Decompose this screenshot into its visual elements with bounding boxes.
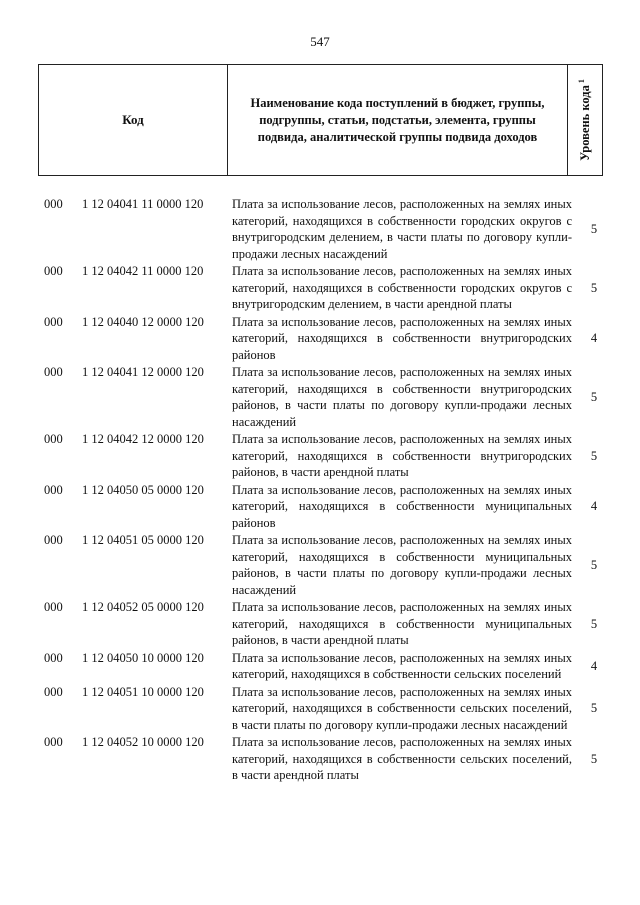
row-prefix: 000 (44, 264, 63, 278)
row-level: 5 (590, 389, 598, 404)
row-code: 1 12 04050 05 0000 120 (82, 482, 204, 497)
table-row (0, 482, 640, 532)
row-level: 5 (590, 557, 598, 572)
row-description: Плата за использование лесов, расположенных на землях иных категорий, находящихся в собственности внутригородских районов, в части арендной платы (232, 432, 572, 479)
header-level-footnote: 1 (576, 79, 586, 84)
row-prefix: 000 (44, 650, 63, 665)
table-row (0, 734, 640, 784)
table-row (0, 532, 640, 598)
row-level: 5 (590, 280, 598, 295)
row-level: 5 (590, 751, 598, 766)
header-code: Код (39, 65, 228, 175)
row-description: Плата за использование лесов, расположенных на землях иных категорий, находящихся в собственности муниципальных районов, в части арендной платы (232, 600, 572, 647)
table-row (0, 599, 640, 649)
row-code: 1 12 04041 12 0000 120 (82, 365, 204, 379)
row-description: Плата за использование лесов, расположенных на землях иных категорий, находящихся в собственности городских округов с внутригородским делением, в части арендной платы (232, 264, 572, 311)
row-code: 1 12 04041 11 0000 120 (82, 197, 204, 211)
row-prefix: 000 (44, 735, 63, 749)
row-description: Плата за использование лесов, расположенных на землях иных категорий, находящихся в собственности внутригородских районов (232, 314, 572, 362)
row-code: 1 12 04040 12 0000 120 (82, 314, 204, 329)
row-code: 1 12 04052 05 0000 120 (82, 600, 204, 614)
row-prefix: 000 (44, 365, 63, 379)
table-row (0, 650, 640, 683)
page-number: 547 (310, 34, 330, 49)
row-description: Плата за использование лесов, расположенных на землях иных категорий, находящихся в собственности внутригородских районов, в части платы по договору купли-продажи лесных насаждений (232, 365, 572, 429)
row-description: Плата за использование лесов, расположенных на землях иных категорий, находящихся в собственности сельских поселений (232, 650, 572, 681)
table-row (0, 431, 640, 481)
row-prefix: 000 (44, 600, 63, 614)
row-prefix: 000 (44, 684, 63, 699)
header-level-text (577, 79, 593, 161)
header-level-label: Уровень кода (578, 85, 593, 161)
row-level: 4 (590, 499, 598, 513)
row-description: Плата за использование лесов, расположенных на землях иных категорий, находящихся в собственности сельских поселений, в части платы по договору купли-продажи лесных насаждений (232, 684, 572, 732)
table-row (0, 364, 640, 430)
row-prefix: 000 (44, 482, 63, 497)
row-code: 1 12 04042 12 0000 120 (82, 432, 204, 446)
table-body (0, 196, 640, 785)
row-code: 1 12 04051 05 0000 120 (82, 533, 204, 547)
row-level: 5 (590, 616, 598, 631)
row-prefix: 000 (44, 432, 63, 446)
row-level: 5 (590, 448, 598, 463)
row-code: 1 12 04051 10 0000 120 (82, 684, 204, 699)
table-row (0, 314, 640, 364)
row-code: 1 12 04050 10 0000 120 (82, 650, 204, 665)
header-level (568, 65, 602, 175)
header-name: Наименование кода поступлений в бюджет, группы, подгруппы, статьи, подстатьи, элемента, группы подвида, аналитической группы подвида доходов (228, 65, 568, 175)
row-description: Плата за использование лесов, расположенных на землях иных категорий, находящихся в собственности городских округов с внутригородским делением, в части платы по договору купли-продажи лесных насаждений (232, 197, 572, 261)
table-header (38, 64, 603, 176)
table-row (0, 263, 640, 313)
row-description: Плата за использование лесов, расположенных на землях иных категорий, находящихся в собственности сельских поселений, в части арендной платы (232, 735, 572, 782)
row-level: 4 (590, 658, 598, 673)
row-level: 5 (590, 221, 598, 236)
table-row (0, 684, 640, 734)
row-code: 1 12 04052 10 0000 120 (82, 735, 204, 749)
row-prefix: 000 (44, 197, 63, 211)
row-description: Плата за использование лесов, расположенных на землях иных категорий, находящихся в собственности муниципальных районов (232, 482, 572, 530)
row-code: 1 12 04042 11 0000 120 (82, 264, 204, 278)
row-prefix: 000 (44, 314, 63, 329)
row-description: Плата за использование лесов, расположенных на землях иных категорий, находящихся в собственности муниципальных районов, в части платы по договору купли-продажи лесных насаждений (232, 533, 572, 597)
table-row (0, 196, 640, 262)
row-prefix: 000 (44, 533, 63, 547)
row-level: 5 (590, 701, 598, 715)
row-level: 4 (590, 331, 598, 345)
